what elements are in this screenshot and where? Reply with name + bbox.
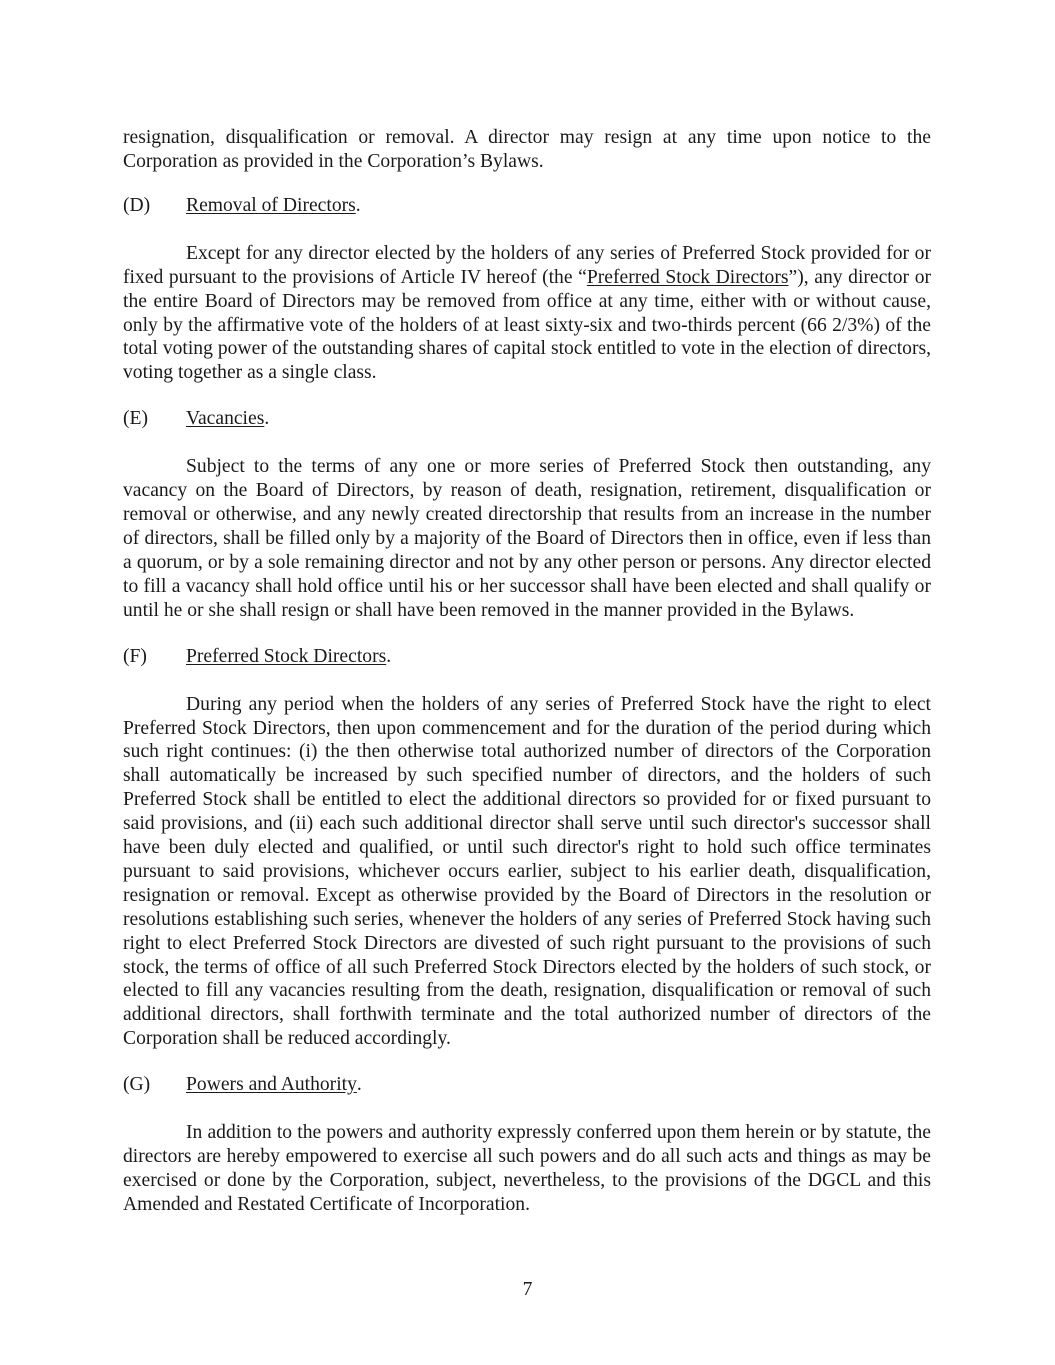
section-title: Powers and Authority bbox=[186, 1074, 357, 1096]
title-period: . bbox=[355, 194, 361, 216]
intro-paragraph: resignation, disqualification or removal. A director may resign at any time upon notice to the Corporation as provided in the Corporation’s Bylaws. bbox=[123, 127, 931, 172]
section-paragraph-removal-of-directors bbox=[123, 242, 931, 385]
section-paragraph-powers-and-authority: In addition to the powers and authority expressly conferred upon them herein or by statute, the directors are hereby empowered to exercise all such powers and do all such acts and things as may be exercised or done by the Corporation, subject, nevertheless, to the provisions of the DGCL and this Amended and Restated Certificate of Incorporation. bbox=[123, 1122, 931, 1215]
document-page bbox=[123, 126, 931, 1239]
section-number: (F) bbox=[123, 645, 147, 667]
section-heading-removal-of-directors bbox=[123, 194, 931, 218]
title-period: . bbox=[264, 408, 270, 430]
defined-term-preferred-stock-directors: Preferred Stock Directors bbox=[586, 266, 789, 288]
section-paragraph-vacancies: Subject to the terms of any one or more series of Preferred Stock then outstanding, any vacancy on the Board of Directors, by reason of death, resignation, retirement, disqualification or removal or otherwise, and any newly created directorship that results from an increase in the number of directors, shall be filled only by a majority of the Board of Directors then in office, even if less than a quorum, or by a sole remaining director and not by any other person or persons. Any director elected to fill a vacancy shall hold office until his or her successor shall have been elected and shall qualify or until he or she shall resign or shall have been removed in the manner provided in the Bylaws. bbox=[123, 456, 931, 621]
title-period: . bbox=[386, 645, 392, 667]
page-number: 7 bbox=[522, 1279, 533, 1300]
section-paragraph-preferred-stock-directors: During any period when the holders of any series of Preferred Stock have the right to elect Preferred Stock Directors, then upon commencement and for the duration of the period during which such right continues: (i) the then otherwise total authorized number of directors of the Corporation shall automatically be increased by such specified number of directors, and the holders of such Preferred Stock shall be entitled to elect the additional directors so provided for or fixed pursuant to said provisions, and (ii) each such additional director shall serve until such director's successor shall have been duly elected and qualified, or until such director's right to hold such office terminates pursuant to said provisions, whichever occurs earlier, subject to his earlier death, disqualification, resignation or removal. Except as otherwise provided by the Board of Directors in the resolution or resolutions establishing such series, whenever the holders of any series of Preferred Stock having such right to elect Preferred Stock Directors are divested of such right pursuant to the provisions of such stock, the terms of office of all such Preferred Stock Directors elected by the holders of such stock, or elected to fill any vacancies resulting from the death, resignation, disqualification or removal of such additional directors, shall forthwith terminate and the total authorized number of directors of the Corporation shall be reduced accordingly. bbox=[123, 693, 931, 1050]
section-title: Preferred Stock Directors bbox=[186, 645, 387, 667]
section-heading-powers-and-authority bbox=[123, 1073, 931, 1097]
title-period: . bbox=[356, 1074, 362, 1096]
section-title: Vacancies bbox=[186, 408, 265, 430]
section-title: Removal of Directors bbox=[186, 194, 356, 216]
section-heading-vacancies bbox=[123, 407, 931, 431]
section-number: (D) bbox=[123, 194, 151, 216]
section-number: (G) bbox=[123, 1074, 151, 1096]
section-number: (E) bbox=[123, 408, 149, 430]
paragraph-text-end: ”), any director or the entire Board of Directors may be removed from office at any time, either with or without cause, only by the affirmative vote of the holders of at least sixty-six and two-thirds percent (66 2/3%) of the total voting power of the outstanding shares of capital stock entitled to vote in the election of directors, voting together as a single class. bbox=[123, 266, 932, 384]
section-heading-preferred-stock-directors bbox=[123, 645, 931, 669]
paragraph-text-start: Except for any director elected by the holders of any series of Preferred Stock provided for or fixed pursuant to the provisions of Article IV hereof (the “ bbox=[123, 242, 931, 288]
